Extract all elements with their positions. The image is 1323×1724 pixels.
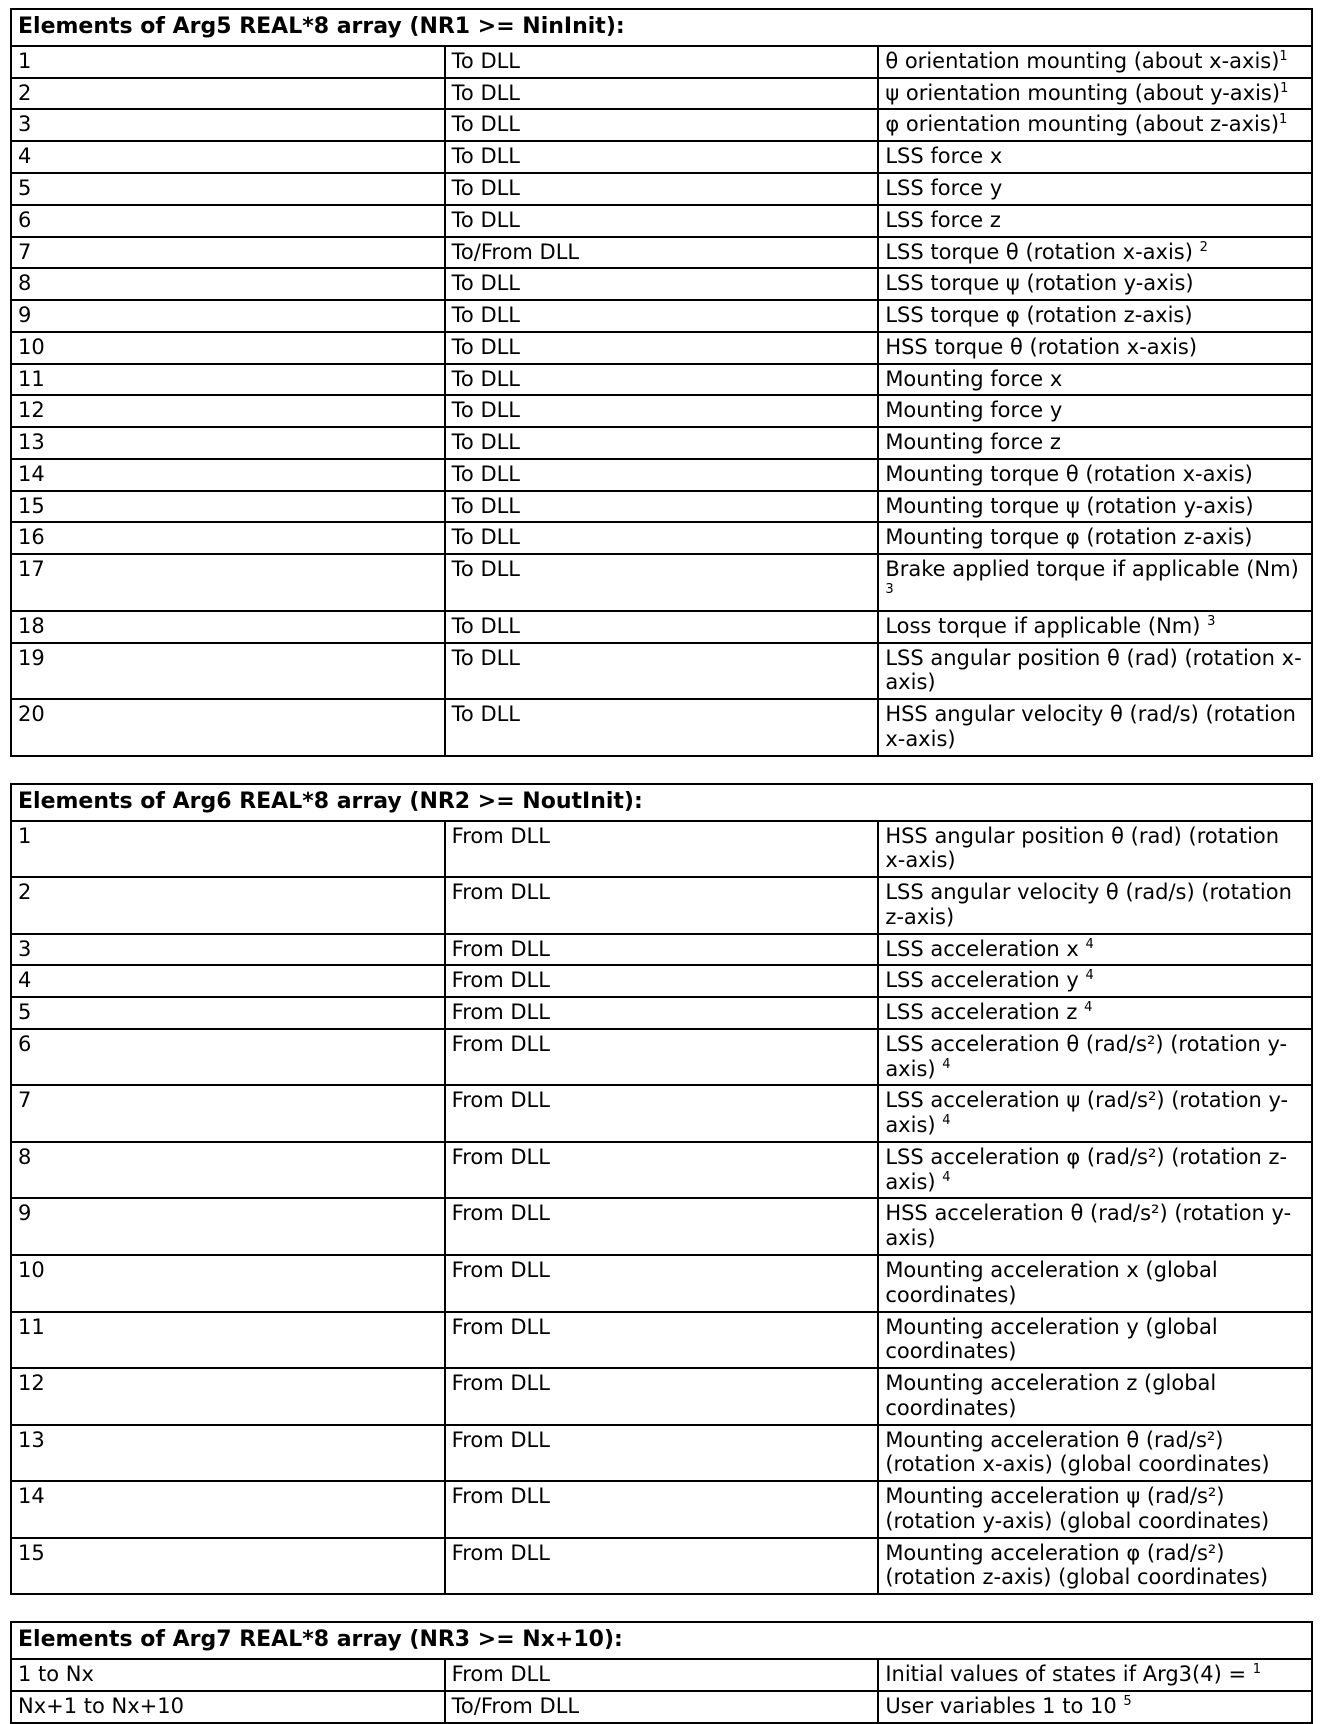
row-index-cell: 12 (11, 1368, 445, 1425)
table-row (11, 643, 1312, 700)
arg-array-table (10, 8, 1313, 757)
row-description-cell: θ orientation mounting (about x-axis)$^1$ (878, 46, 1312, 78)
row-direction-cell: To DLL (445, 491, 879, 523)
row-index-cell: 17 (11, 554, 445, 611)
table-row (11, 1659, 1312, 1691)
row-direction-cell: To DLL (445, 141, 879, 173)
row-direction-cell: To DLL (445, 332, 879, 364)
row-direction-cell: From DLL (445, 1481, 879, 1538)
row-description-cell: LSS angular velocity θ (rad/s) (rotation z-axis) (878, 877, 1312, 934)
row-direction-cell: To DLL (445, 109, 879, 141)
row-description-cell: HSS angular velocity θ (rad/s) (rotation x-axis) (878, 699, 1312, 756)
row-description-cell: Mounting acceleration ψ (rad/s²) (rotation y-axis) (global coordinates) (878, 1481, 1312, 1538)
table-row (11, 1312, 1312, 1369)
row-index-cell: 15 (11, 1538, 445, 1595)
footnote-marker: 1 (1252, 1662, 1262, 1678)
table-row (11, 1142, 1312, 1199)
row-index-cell: 5 (11, 997, 445, 1029)
row-direction-cell: From DLL (445, 1085, 879, 1142)
row-direction-cell: To DLL (445, 46, 879, 78)
row-index-cell: 1 (11, 46, 445, 78)
row-index-cell: Nx+1 to Nx+10 (11, 1691, 445, 1723)
row-index-cell: 4 (11, 141, 445, 173)
row-description-cell: LSS acceleration θ (rad/s²) (rotation y-axis) $^4$ (878, 1029, 1312, 1086)
row-description-cell: Mounting force x (878, 364, 1312, 396)
row-index-cell: 2 (11, 877, 445, 934)
row-index-cell: 12 (11, 395, 445, 427)
row-direction-cell: To/From DLL (445, 237, 879, 269)
row-index-cell: 15 (11, 491, 445, 523)
row-description-cell: Mounting acceleration φ (rad/s²) (rotation z-axis) (global coordinates) (878, 1538, 1312, 1595)
row-direction-cell: To DLL (445, 427, 879, 459)
row-description-cell: LSS force y (878, 173, 1312, 205)
row-direction-cell: From DLL (445, 1425, 879, 1482)
row-direction-cell: To DLL (445, 522, 879, 554)
row-description-cell: LSS acceleration ψ (rad/s²) (rotation y-axis) $^4$ (878, 1085, 1312, 1142)
row-index-cell: 1 (11, 821, 445, 878)
table-row (11, 1538, 1312, 1595)
row-direction-cell: From DLL (445, 1142, 879, 1199)
footnote-marker: 4 (942, 1056, 951, 1072)
row-direction-cell: To/From DLL (445, 1691, 879, 1723)
arg-array-table (10, 783, 1313, 1596)
table-row (11, 821, 1312, 878)
row-index-cell: 8 (11, 1142, 445, 1199)
table-row (11, 427, 1312, 459)
table-row (11, 332, 1312, 364)
row-description-cell: φ orientation mounting (about z-axis)$^1$ (878, 109, 1312, 141)
footnote-marker: 3 (885, 581, 894, 597)
table-section-header-row (11, 784, 1312, 821)
footnote-marker: 4 (1084, 1000, 1093, 1016)
row-index-cell: 14 (11, 1481, 445, 1538)
row-description-cell: LSS torque ψ (rotation y-axis) (878, 268, 1312, 300)
table-row (11, 1029, 1312, 1086)
row-description-cell: Mounting force z (878, 427, 1312, 459)
row-description-cell: Mounting torque φ (rotation z-axis) (878, 522, 1312, 554)
row-index-cell: 6 (11, 205, 445, 237)
row-description-cell: HSS acceleration θ (rad/s²) (rotation y-axis) (878, 1198, 1312, 1255)
row-direction-cell: From DLL (445, 965, 879, 997)
row-index-cell: 11 (11, 364, 445, 396)
row-direction-cell: To DLL (445, 554, 879, 611)
table-row (11, 395, 1312, 427)
row-index-cell: 9 (11, 1198, 445, 1255)
row-index-cell: 8 (11, 268, 445, 300)
table-row (11, 1481, 1312, 1538)
row-direction-cell: To DLL (445, 395, 879, 427)
table-row (11, 611, 1312, 643)
table-row (11, 205, 1312, 237)
row-direction-cell: From DLL (445, 877, 879, 934)
row-description-cell: LSS acceleration φ (rad/s²) (rotation z-axis) $^4$ (878, 1142, 1312, 1199)
row-description-cell: HSS torque θ (rotation x-axis) (878, 332, 1312, 364)
table-section-header-row (11, 1622, 1312, 1659)
row-index-cell: 10 (11, 1255, 445, 1312)
row-index-cell: 18 (11, 611, 445, 643)
row-description-cell: LSS acceleration x $^4$ (878, 934, 1312, 966)
row-description-cell: Mounting acceleration y (global coordinates) (878, 1312, 1312, 1369)
row-description-cell: LSS torque θ (rotation x-axis) $^2$ (878, 237, 1312, 269)
row-index-cell: 3 (11, 109, 445, 141)
table-row (11, 554, 1312, 611)
section-title: Elements of Arg6 REAL*8 array (NR2 >= NoutInit): (11, 784, 1312, 821)
row-description-cell: LSS angular position θ (rad) (rotation x-axis) (878, 643, 1312, 700)
table-row (11, 1425, 1312, 1482)
footnote-marker: 3 (1207, 613, 1216, 629)
footnote-marker: 1 (1280, 80, 1289, 96)
row-index-cell: 9 (11, 300, 445, 332)
row-description-cell: Brake applied torque if applicable (Nm) $^3$ (878, 554, 1312, 611)
table-row (11, 1691, 1312, 1723)
footnote-marker: 5 (1123, 1693, 1132, 1709)
row-direction-cell: To DLL (445, 643, 879, 700)
row-description-cell: User variables 1 to 10 $^5$ (878, 1691, 1312, 1723)
row-description-cell: Initial values of states if Arg3(4) = $^1$ (878, 1659, 1312, 1691)
row-direction-cell: From DLL (445, 1255, 879, 1312)
row-description-cell: Mounting torque ψ (rotation y-axis) (878, 491, 1312, 523)
row-direction-cell: To DLL (445, 699, 879, 756)
row-description-cell: LSS force x (878, 141, 1312, 173)
table-row (11, 300, 1312, 332)
row-index-cell: 11 (11, 1312, 445, 1369)
row-description-cell: Mounting acceleration z (global coordinates) (878, 1368, 1312, 1425)
row-direction-cell: From DLL (445, 821, 879, 878)
row-description-cell: Loss torque if applicable (Nm) $^3$ (878, 611, 1312, 643)
footnote-marker: 1 (1279, 48, 1288, 64)
row-direction-cell: To DLL (445, 78, 879, 110)
table-row (11, 141, 1312, 173)
row-description-cell: LSS force z (878, 205, 1312, 237)
footnote-marker: 4 (1085, 968, 1094, 984)
row-direction-cell: From DLL (445, 1198, 879, 1255)
table-row (11, 522, 1312, 554)
row-index-cell: 13 (11, 427, 445, 459)
table-spacer (10, 757, 1313, 783)
table-row (11, 1085, 1312, 1142)
row-direction-cell: From DLL (445, 1029, 879, 1086)
row-description-cell: Mounting acceleration x (global coordinates) (878, 1255, 1312, 1312)
row-direction-cell: To DLL (445, 205, 879, 237)
table-row (11, 997, 1312, 1029)
row-direction-cell: To DLL (445, 300, 879, 332)
row-direction-cell: From DLL (445, 1312, 879, 1369)
table-row (11, 699, 1312, 756)
table-row (11, 173, 1312, 205)
row-direction-cell: From DLL (445, 997, 879, 1029)
row-direction-cell: To DLL (445, 173, 879, 205)
footnote-marker: 1 (1279, 112, 1288, 128)
table-row (11, 46, 1312, 78)
row-description-cell: LSS acceleration z $^4$ (878, 997, 1312, 1029)
row-direction-cell: From DLL (445, 934, 879, 966)
table-row (11, 364, 1312, 396)
row-index-cell: 3 (11, 934, 445, 966)
table-row (11, 1198, 1312, 1255)
table-row (11, 934, 1312, 966)
footnote-marker: 4 (942, 1169, 951, 1185)
row-index-cell: 10 (11, 332, 445, 364)
row-direction-cell: To DLL (445, 364, 879, 396)
row-description-cell: Mounting force y (878, 395, 1312, 427)
row-description-cell: Mounting acceleration θ (rad/s²) (rotation x-axis) (global coordinates) (878, 1425, 1312, 1482)
row-index-cell: 7 (11, 1085, 445, 1142)
table-spacer (10, 1595, 1313, 1621)
row-index-cell: 7 (11, 237, 445, 269)
row-description-cell: Mounting torque θ (rotation x-axis) (878, 459, 1312, 491)
table-row (11, 965, 1312, 997)
row-direction-cell: To DLL (445, 459, 879, 491)
section-title: Elements of Arg7 REAL*8 array (NR3 >= Nx+10): (11, 1622, 1312, 1659)
section-title: Elements of Arg5 REAL*8 array (NR1 >= NinInit): (11, 9, 1312, 46)
row-index-cell: 4 (11, 965, 445, 997)
row-description-cell: ψ orientation mounting (about y-axis)$^1$ (878, 78, 1312, 110)
row-description-cell: LSS acceleration y $^4$ (878, 965, 1312, 997)
row-index-cell: 13 (11, 1425, 445, 1482)
table-row (11, 1368, 1312, 1425)
table-row (11, 268, 1312, 300)
row-index-cell: 5 (11, 173, 445, 205)
row-direction-cell: From DLL (445, 1659, 879, 1691)
row-index-cell: 6 (11, 1029, 445, 1086)
table-row (11, 491, 1312, 523)
footnote-marker: 2 (1199, 239, 1208, 255)
row-direction-cell: To DLL (445, 268, 879, 300)
table-row (11, 459, 1312, 491)
table-section-header-row (11, 9, 1312, 46)
arg-array-table (10, 1621, 1313, 1723)
row-index-cell: 14 (11, 459, 445, 491)
table-row (11, 78, 1312, 110)
row-description-cell: HSS angular position θ (rad) (rotation x-axis) (878, 821, 1312, 878)
row-direction-cell: From DLL (445, 1538, 879, 1595)
footnote-marker: 4 (942, 1113, 951, 1129)
tables-container (10, 8, 1313, 1724)
table-row (11, 109, 1312, 141)
row-index-cell: 20 (11, 699, 445, 756)
footnote-marker: 4 (1085, 936, 1094, 952)
table-row (11, 237, 1312, 269)
table-row (11, 877, 1312, 934)
row-direction-cell: To DLL (445, 611, 879, 643)
table-row (11, 1255, 1312, 1312)
row-index-cell: 1 to Nx (11, 1659, 445, 1691)
row-index-cell: 19 (11, 643, 445, 700)
row-index-cell: 16 (11, 522, 445, 554)
row-direction-cell: From DLL (445, 1368, 879, 1425)
row-description-cell: LSS torque φ (rotation z-axis) (878, 300, 1312, 332)
row-index-cell: 2 (11, 78, 445, 110)
